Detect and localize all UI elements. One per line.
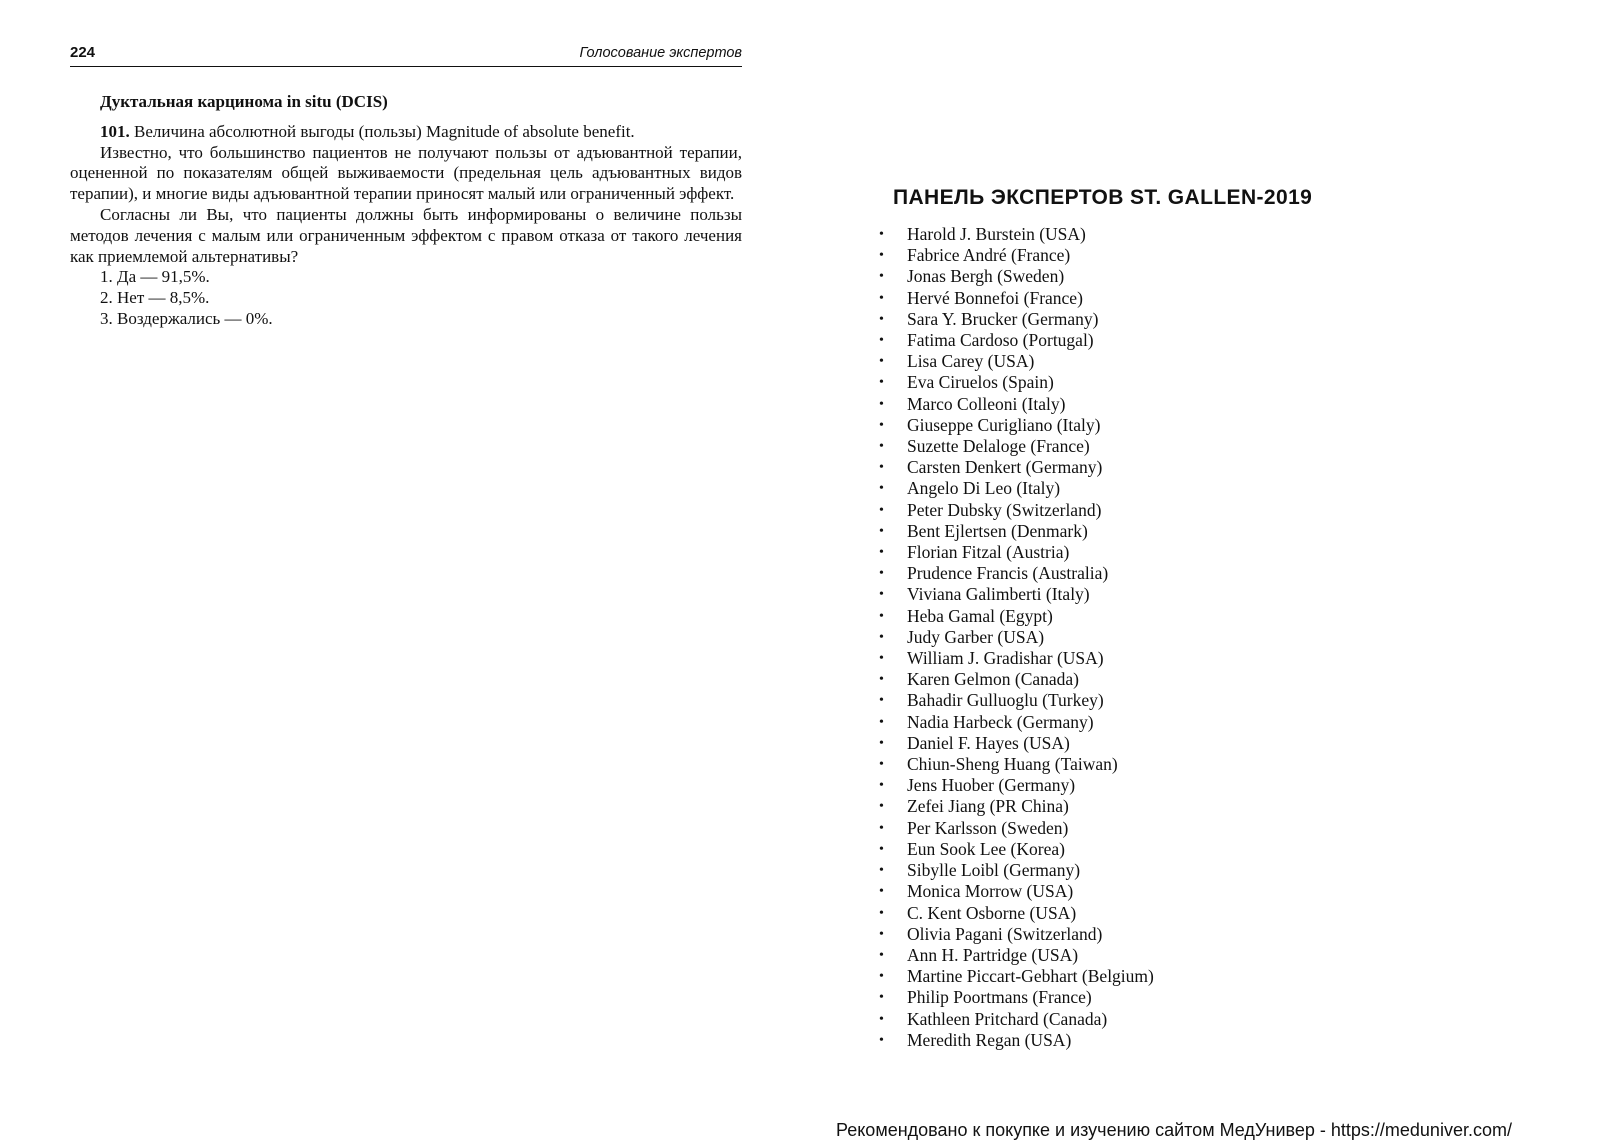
expert-item [877, 669, 1154, 690]
expert-name: Eun Sook Lee (Korea) [907, 838, 1065, 859]
expert-name: Lisa Carey (USA) [907, 351, 1035, 372]
expert-name: Sibylle Loibl (Germany) [907, 860, 1081, 881]
expert-name: Suzette Delaloge (France) [907, 436, 1090, 457]
expert-item [877, 372, 1154, 393]
question-number: 101. [100, 121, 130, 141]
bullet-icon: • [879, 778, 884, 794]
expert-name: Monica Morrow (USA) [907, 881, 1074, 902]
footer-note: Рекомендовано к покупке и изучению сайтом МедУнивер - https://meduniver.com/ [836, 1120, 1512, 1140]
running-title: Голосование экспертов [579, 45, 742, 61]
bullet-icon: • [879, 523, 884, 539]
bullet-icon: • [879, 969, 884, 985]
expert-name: Karen Gelmon (Canada) [907, 669, 1080, 690]
expert-name: Bahadir Gulluoglu (Turkey) [907, 690, 1104, 711]
bullet-icon: • [879, 333, 884, 349]
expert-name: Florian Fitzal (Austria) [907, 542, 1070, 563]
expert-name: Eva Ciruelos (Spain) [907, 372, 1054, 393]
expert-item [877, 542, 1154, 563]
answer-abstained: 3. Воздержались — 0%. [100, 308, 273, 328]
panel-title: ПАНЕЛЬ ЭКСПЕРТОВ ST. GALLEN-2019 [893, 186, 1313, 209]
expert-name: Harold J. Burstein (USA) [907, 224, 1086, 244]
expert-name: Judy Garber (USA) [907, 626, 1045, 647]
expert-name: Chiun-Sheng Huang (Taiwan) [907, 754, 1118, 775]
bullet-icon: • [879, 1011, 884, 1027]
expert-item [877, 712, 1154, 733]
bullet-icon: • [879, 375, 884, 391]
bullet-icon: • [879, 248, 884, 264]
expert-name: Hervé Bonnefoi (France) [907, 287, 1083, 308]
running-head [70, 44, 742, 67]
left-page [0, 0, 780, 1139]
bullet-icon: • [879, 820, 884, 836]
bullet-icon: • [879, 947, 884, 963]
expert-list [877, 224, 1154, 1051]
expert-name: Heba Gamal (Egypt) [907, 605, 1053, 626]
answer-list [70, 267, 742, 329]
bullet-icon: • [879, 693, 884, 709]
expert-item [877, 796, 1154, 817]
expert-name: Nadia Harbeck (Germany) [907, 711, 1094, 732]
expert-item [877, 627, 1154, 648]
section-heading: Дуктальная карцинома in situ (DCIS) [100, 92, 388, 111]
question-block [70, 92, 742, 330]
expert-item [877, 690, 1154, 711]
expert-item [877, 288, 1154, 309]
bullet-icon: • [879, 735, 884, 751]
expert-name: Martine Piccart-Gebhart (Belgium) [907, 966, 1154, 987]
expert-name: Giuseppe Curigliano (Italy) [907, 414, 1101, 435]
bullet-icon: • [879, 841, 884, 857]
expert-item [877, 775, 1154, 796]
expert-item [877, 500, 1154, 521]
expert-item [877, 945, 1154, 966]
bullet-icon: • [879, 799, 884, 815]
bullet-icon: • [879, 311, 884, 327]
expert-item [877, 966, 1154, 987]
expert-item [877, 648, 1154, 669]
expert-name: C. Kent Osborne (USA) [907, 902, 1077, 923]
bullet-icon: • [879, 290, 884, 306]
expert-name: Zefei Jiang (PR China) [907, 796, 1069, 817]
bullet-icon: • [879, 629, 884, 645]
expert-name: Philip Poortmans (France) [907, 987, 1092, 1008]
expert-name: Fabrice André (France) [907, 245, 1071, 266]
bullet-icon: • [879, 651, 884, 667]
expert-item [877, 584, 1154, 605]
bullet-icon: • [879, 672, 884, 688]
bullet-icon: • [879, 396, 884, 412]
expert-item [877, 606, 1154, 627]
expert-name: Ann H. Partridge (USA) [907, 944, 1079, 965]
bullet-icon: • [879, 1032, 884, 1048]
expert-name: Angelo Di Leo (Italy) [907, 478, 1061, 499]
expert-item [877, 860, 1154, 881]
bullet-icon: • [879, 905, 884, 921]
expert-item [877, 436, 1154, 457]
expert-name: Per Karlsson (Sweden) [907, 817, 1069, 838]
expert-item [877, 394, 1154, 415]
bullet-icon: • [879, 884, 884, 900]
expert-name: Jens Huober (Germany) [907, 775, 1076, 796]
bullet-icon: • [879, 502, 884, 518]
expert-item [877, 881, 1154, 902]
bullet-icon: • [879, 566, 884, 582]
expert-item [877, 839, 1154, 860]
expert-name: Olivia Pagani (Switzerland) [907, 923, 1103, 944]
expert-item [877, 415, 1154, 436]
expert-item [877, 818, 1154, 839]
bullet-icon: • [879, 545, 884, 561]
bullet-icon: • [879, 714, 884, 730]
question-paragraph-1: Известно, что большинство пациентов не получают пользы от адъювантной терапии, оцененной по показателям общей выживаемости (предельная цель адъювантных видов терапии), и многие виды адъювантной терапии приносят малый или ограниченный эффект. [70, 142, 742, 204]
expert-name: Prudence Francis (Australia) [907, 563, 1109, 584]
expert-name: Viviana Galimberti (Italy) [907, 584, 1090, 605]
question-title: Величина абсолютной выгоды (пользы) Magnitude of absolute benefit. [134, 121, 635, 141]
expert-item [877, 987, 1154, 1008]
expert-name: Marco Colleoni (Italy) [907, 393, 1066, 414]
expert-item [877, 754, 1154, 775]
bullet-icon: • [879, 863, 884, 879]
right-page [800, 0, 1600, 1139]
expert-name: Jonas Bergh (Sweden) [907, 266, 1065, 287]
bullet-icon: • [879, 269, 884, 285]
expert-item [877, 521, 1154, 542]
bullet-icon: • [879, 990, 884, 1006]
bullet-icon: • [879, 608, 884, 624]
expert-item [877, 733, 1154, 754]
bullet-icon: • [879, 354, 884, 370]
expert-name: Kathleen Pritchard (Canada) [907, 1008, 1108, 1029]
bullet-icon: • [879, 439, 884, 455]
bullet-icon: • [879, 926, 884, 942]
expert-item [877, 563, 1154, 584]
expert-name: Fatima Cardoso (Portugal) [907, 330, 1094, 351]
expert-item [877, 224, 1154, 245]
expert-item [877, 266, 1154, 287]
expert-item [877, 1009, 1154, 1030]
expert-name: Meredith Regan (USA) [907, 1029, 1072, 1050]
expert-name: Peter Dubsky (Switzerland) [907, 499, 1102, 520]
expert-name: Carsten Denkert (Germany) [907, 457, 1103, 478]
bullet-icon: • [879, 227, 884, 242]
expert-item [877, 330, 1154, 351]
bullet-icon: • [879, 417, 884, 433]
bullet-icon: • [879, 587, 884, 603]
expert-item [877, 245, 1154, 266]
answer-no: 2. Нет — 8,5%. [100, 288, 210, 308]
question-paragraph-2: Согласны ли Вы, что пациенты должны быть информированы о величине пользы методов лечения с малым или ограниченным эффектом с правом отказа от такого лечения как приемлемой альтернативы? [70, 204, 742, 266]
expert-item [877, 1030, 1154, 1051]
expert-item [877, 478, 1154, 499]
expert-item [877, 351, 1154, 372]
expert-item [877, 924, 1154, 945]
expert-item [877, 903, 1154, 924]
answer-yes: 1. Да — 91,5%. [100, 267, 210, 287]
expert-item [877, 309, 1154, 330]
expert-name: William J. Gradishar (USA) [907, 648, 1104, 669]
question-line [100, 122, 742, 143]
bullet-icon: • [879, 481, 884, 497]
page-number: 224 [70, 44, 96, 61]
expert-name: Bent Ejlertsen (Denmark) [907, 520, 1088, 541]
expert-item [877, 457, 1154, 478]
expert-name: Sara Y. Brucker (Germany) [907, 308, 1099, 329]
bullet-icon: • [879, 460, 884, 476]
expert-name: Daniel F. Hayes (USA) [907, 732, 1070, 753]
bullet-icon: • [879, 757, 884, 773]
